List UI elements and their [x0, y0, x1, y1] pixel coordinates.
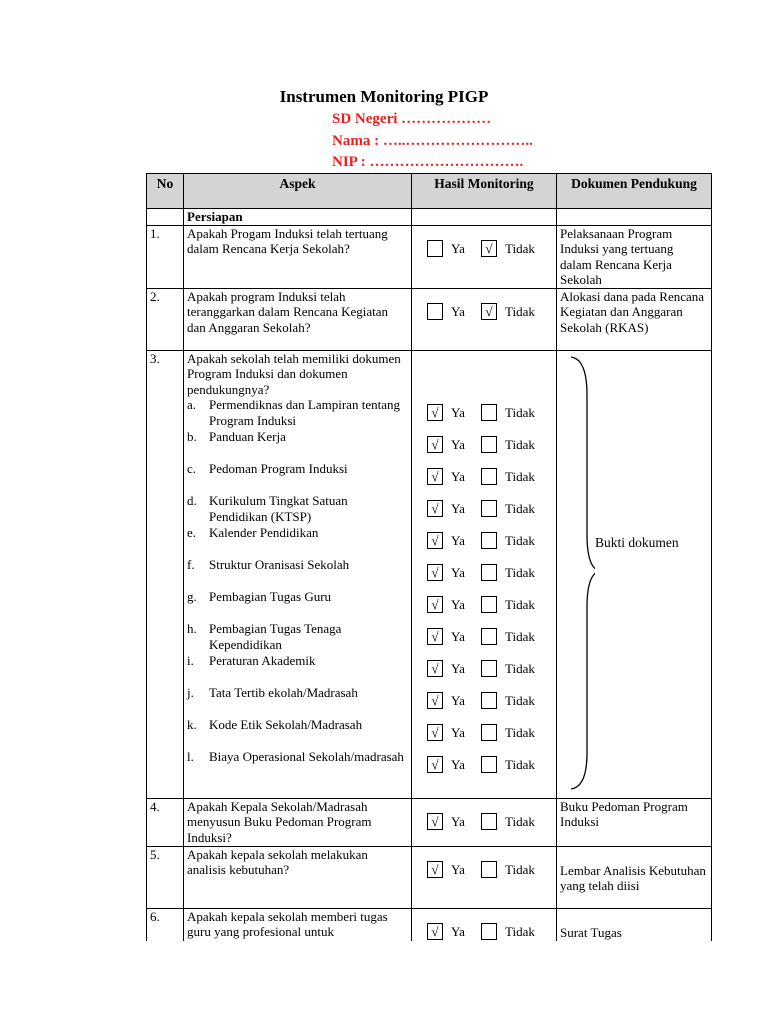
answer-pair: [415, 799, 553, 845]
row-number: 2.: [147, 288, 184, 350]
monitoring-table: [146, 173, 712, 969]
nip-line: NIP : ………………………….: [332, 154, 524, 170]
ya-label: Ya: [451, 692, 465, 708]
checkbox-tidak[interactable]: [481, 404, 497, 421]
answer-pair: [415, 397, 553, 429]
ya-label: Ya: [451, 660, 465, 676]
checkbox-tidak[interactable]: [481, 596, 497, 613]
row-number: 1.: [147, 225, 184, 288]
sub-item: c. Pedoman Program Induksi: [187, 461, 348, 476]
answer-pair: [415, 621, 553, 653]
tidak-label: Tidak: [505, 923, 535, 939]
section-persiapan: Persiapan: [184, 209, 412, 226]
tidak-label: Tidak: [505, 240, 535, 256]
tidak-label: Tidak: [505, 692, 535, 708]
checkbox-ya[interactable]: √: [427, 596, 443, 613]
document-title: Instrumen Monitoring PIGP: [279, 87, 489, 106]
tidak-label: Tidak: [505, 500, 535, 516]
header-aspek: Aspek: [184, 174, 412, 209]
sub-item: d. Kurikulum Tingkat Satuan Pendidikan (KTSP): [187, 493, 348, 524]
name-line: Nama : …..……………………..: [332, 133, 533, 149]
checkbox-tidak[interactable]: √: [481, 240, 497, 257]
answer-pair: [415, 493, 553, 525]
sub-item: l. Biaya Operasional Sekolah/madrasah: [187, 749, 404, 764]
answer-pair: [415, 717, 553, 749]
row-number: 3.: [147, 350, 184, 798]
header-dokumen: Dokumen Pendukung: [557, 174, 712, 209]
sub-item: h. Pembagian Tugas Tenaga Kependidikan: [187, 621, 342, 652]
tidak-label: Tidak: [505, 564, 535, 580]
row-document: Buku Pedoman Program Induksi: [557, 798, 712, 846]
ya-label: Ya: [451, 756, 465, 772]
row-number: 5.: [147, 846, 184, 908]
tidak-label: Tidak: [505, 303, 535, 319]
answer-pair: [415, 525, 553, 557]
answer-pair: [415, 461, 553, 493]
ya-label: Ya: [451, 532, 465, 548]
table-row: [147, 350, 712, 798]
tidak-label: Tidak: [505, 436, 535, 452]
ya-label: Ya: [451, 436, 465, 452]
ya-label: Ya: [451, 468, 465, 484]
ya-label: Ya: [451, 724, 465, 740]
row-document: Bukti dokumen: [595, 534, 679, 550]
school-name-line: SD Negeri ………………: [332, 111, 492, 127]
checkbox-tidak[interactable]: √: [481, 303, 497, 320]
sub-item: g. Pembagian Tugas Guru: [187, 589, 332, 604]
row-question: Apakah Progam Induksi telah tertuang dalam Rencana Kerja Sekolah?: [184, 225, 412, 288]
checkbox-ya[interactable]: √: [427, 532, 443, 549]
ya-label: Ya: [451, 564, 465, 580]
sub-item: k. Kode Etik Sekolah/Madrasah: [187, 717, 363, 732]
answer-pair: [415, 226, 553, 272]
tidak-label: Tidak: [505, 532, 535, 548]
answer-pair: [415, 847, 553, 893]
checkbox-ya[interactable]: √: [427, 756, 443, 773]
ya-label: Ya: [451, 404, 465, 420]
checkbox-ya[interactable]: √: [427, 813, 443, 830]
row-question: Apakah sekolah telah memiliki dokumen Program Induksi dan dokumen pendukungnya?: [187, 350, 401, 397]
row-document: Surat Tugas: [557, 908, 712, 968]
row-question: Apakah program Induksi telah teranggarkan dalam Rencana Kegiatan dan Anggaran Sekolah?: [184, 288, 412, 350]
tidak-label: Tidak: [505, 596, 535, 612]
table-row: [147, 846, 712, 908]
checkbox-tidak[interactable]: [481, 724, 497, 741]
tidak-label: Tidak: [505, 861, 535, 877]
checkbox-tidak[interactable]: [481, 861, 497, 878]
answer-pair: [415, 653, 553, 685]
ya-label: Ya: [451, 596, 465, 612]
checkbox-ya[interactable]: √: [427, 724, 443, 741]
checkbox-ya[interactable]: [427, 303, 443, 320]
checkbox-ya[interactable]: [427, 240, 443, 257]
checkbox-tidak[interactable]: [481, 468, 497, 485]
checkbox-ya[interactable]: √: [427, 660, 443, 677]
header-hasil: Hasil Monitoring: [412, 174, 557, 209]
checkbox-tidak[interactable]: [481, 628, 497, 645]
tidak-label: Tidak: [505, 813, 535, 829]
ya-label: Ya: [451, 240, 465, 256]
checkbox-tidak[interactable]: [481, 436, 497, 453]
sub-item: j. Tata Tertib ekolah/Madrasah: [187, 685, 358, 700]
checkbox-tidak[interactable]: [481, 500, 497, 517]
row-question: Apakah kepala sekolah memberi tugas guru yang profesional untuk: [184, 908, 412, 968]
checkbox-tidak[interactable]: [481, 756, 497, 773]
row-document: Lembar Analisis Kebutuhan yang telah diisi: [557, 846, 712, 908]
answer-pair: [415, 557, 553, 589]
row-document: Alokasi dana pada Rencana Kegiatan dan Anggaran Sekolah (RKAS): [557, 288, 712, 350]
answer-pair: [415, 589, 553, 621]
checkbox-tidak[interactable]: [481, 660, 497, 677]
checkbox-ya[interactable]: √: [427, 861, 443, 878]
checkbox-ya[interactable]: √: [427, 404, 443, 421]
sub-item: f. Struktur Oranisasi Sekolah: [187, 557, 350, 572]
tidak-label: Tidak: [505, 404, 535, 420]
row-question: Apakah Kepala Sekolah/Madrasah menyusun Buku Pedoman Program Induksi?: [184, 798, 412, 846]
checkbox-ya[interactable]: √: [427, 692, 443, 709]
row-document: Pelaksanaan Program Induksi yang tertuang dalam Rencana Kerja Sekolah: [557, 225, 712, 288]
sub-item: b. Panduan Kerja: [187, 429, 286, 444]
tidak-label: Tidak: [505, 724, 535, 740]
answer-pair: [415, 685, 553, 717]
checkbox-ya[interactable]: √: [427, 923, 443, 940]
tidak-label: Tidak: [505, 756, 535, 772]
checkbox-tidak[interactable]: [481, 923, 497, 940]
checkbox-tidak[interactable]: [481, 692, 497, 709]
ya-label: Ya: [451, 813, 465, 829]
checkbox-tidak[interactable]: [481, 564, 497, 581]
answer-pair: [415, 289, 553, 335]
checkbox-ya[interactable]: √: [427, 564, 443, 581]
checkbox-ya[interactable]: √: [427, 468, 443, 485]
answer-pair: [415, 429, 553, 461]
checkbox-ya[interactable]: √: [427, 628, 443, 645]
tidak-label: Tidak: [505, 660, 535, 676]
checkbox-tidak[interactable]: [481, 532, 497, 549]
ya-label: Ya: [451, 923, 465, 939]
checkbox-ya[interactable]: √: [427, 436, 443, 453]
ya-label: Ya: [451, 861, 465, 877]
sub-item: e. Kalender Pendidikan: [187, 525, 319, 540]
tidak-label: Tidak: [505, 628, 535, 644]
table-row: [147, 225, 712, 288]
table-row: [147, 288, 712, 350]
row-number: 6.: [147, 908, 184, 968]
ya-label: Ya: [451, 500, 465, 516]
curly-brace-icon: [565, 355, 595, 795]
row-question: Apakah kepala sekolah melakukan analisis kebutuhan?: [184, 846, 412, 908]
table-row: [147, 798, 712, 846]
ya-label: Ya: [451, 303, 465, 319]
checkbox-tidak[interactable]: [481, 813, 497, 830]
tidak-label: Tidak: [505, 468, 535, 484]
answer-pair: [415, 749, 553, 781]
ya-label: Ya: [451, 628, 465, 644]
header-no: No: [147, 174, 184, 209]
checkbox-ya[interactable]: √: [427, 500, 443, 517]
page-cutoff: [140, 941, 740, 1031]
sub-item: a. Permendiknas dan Lampiran tentang Program Induksi: [187, 397, 400, 428]
row-number: 4.: [147, 798, 184, 846]
sub-item: i. Peraturan Akademik: [187, 653, 316, 668]
